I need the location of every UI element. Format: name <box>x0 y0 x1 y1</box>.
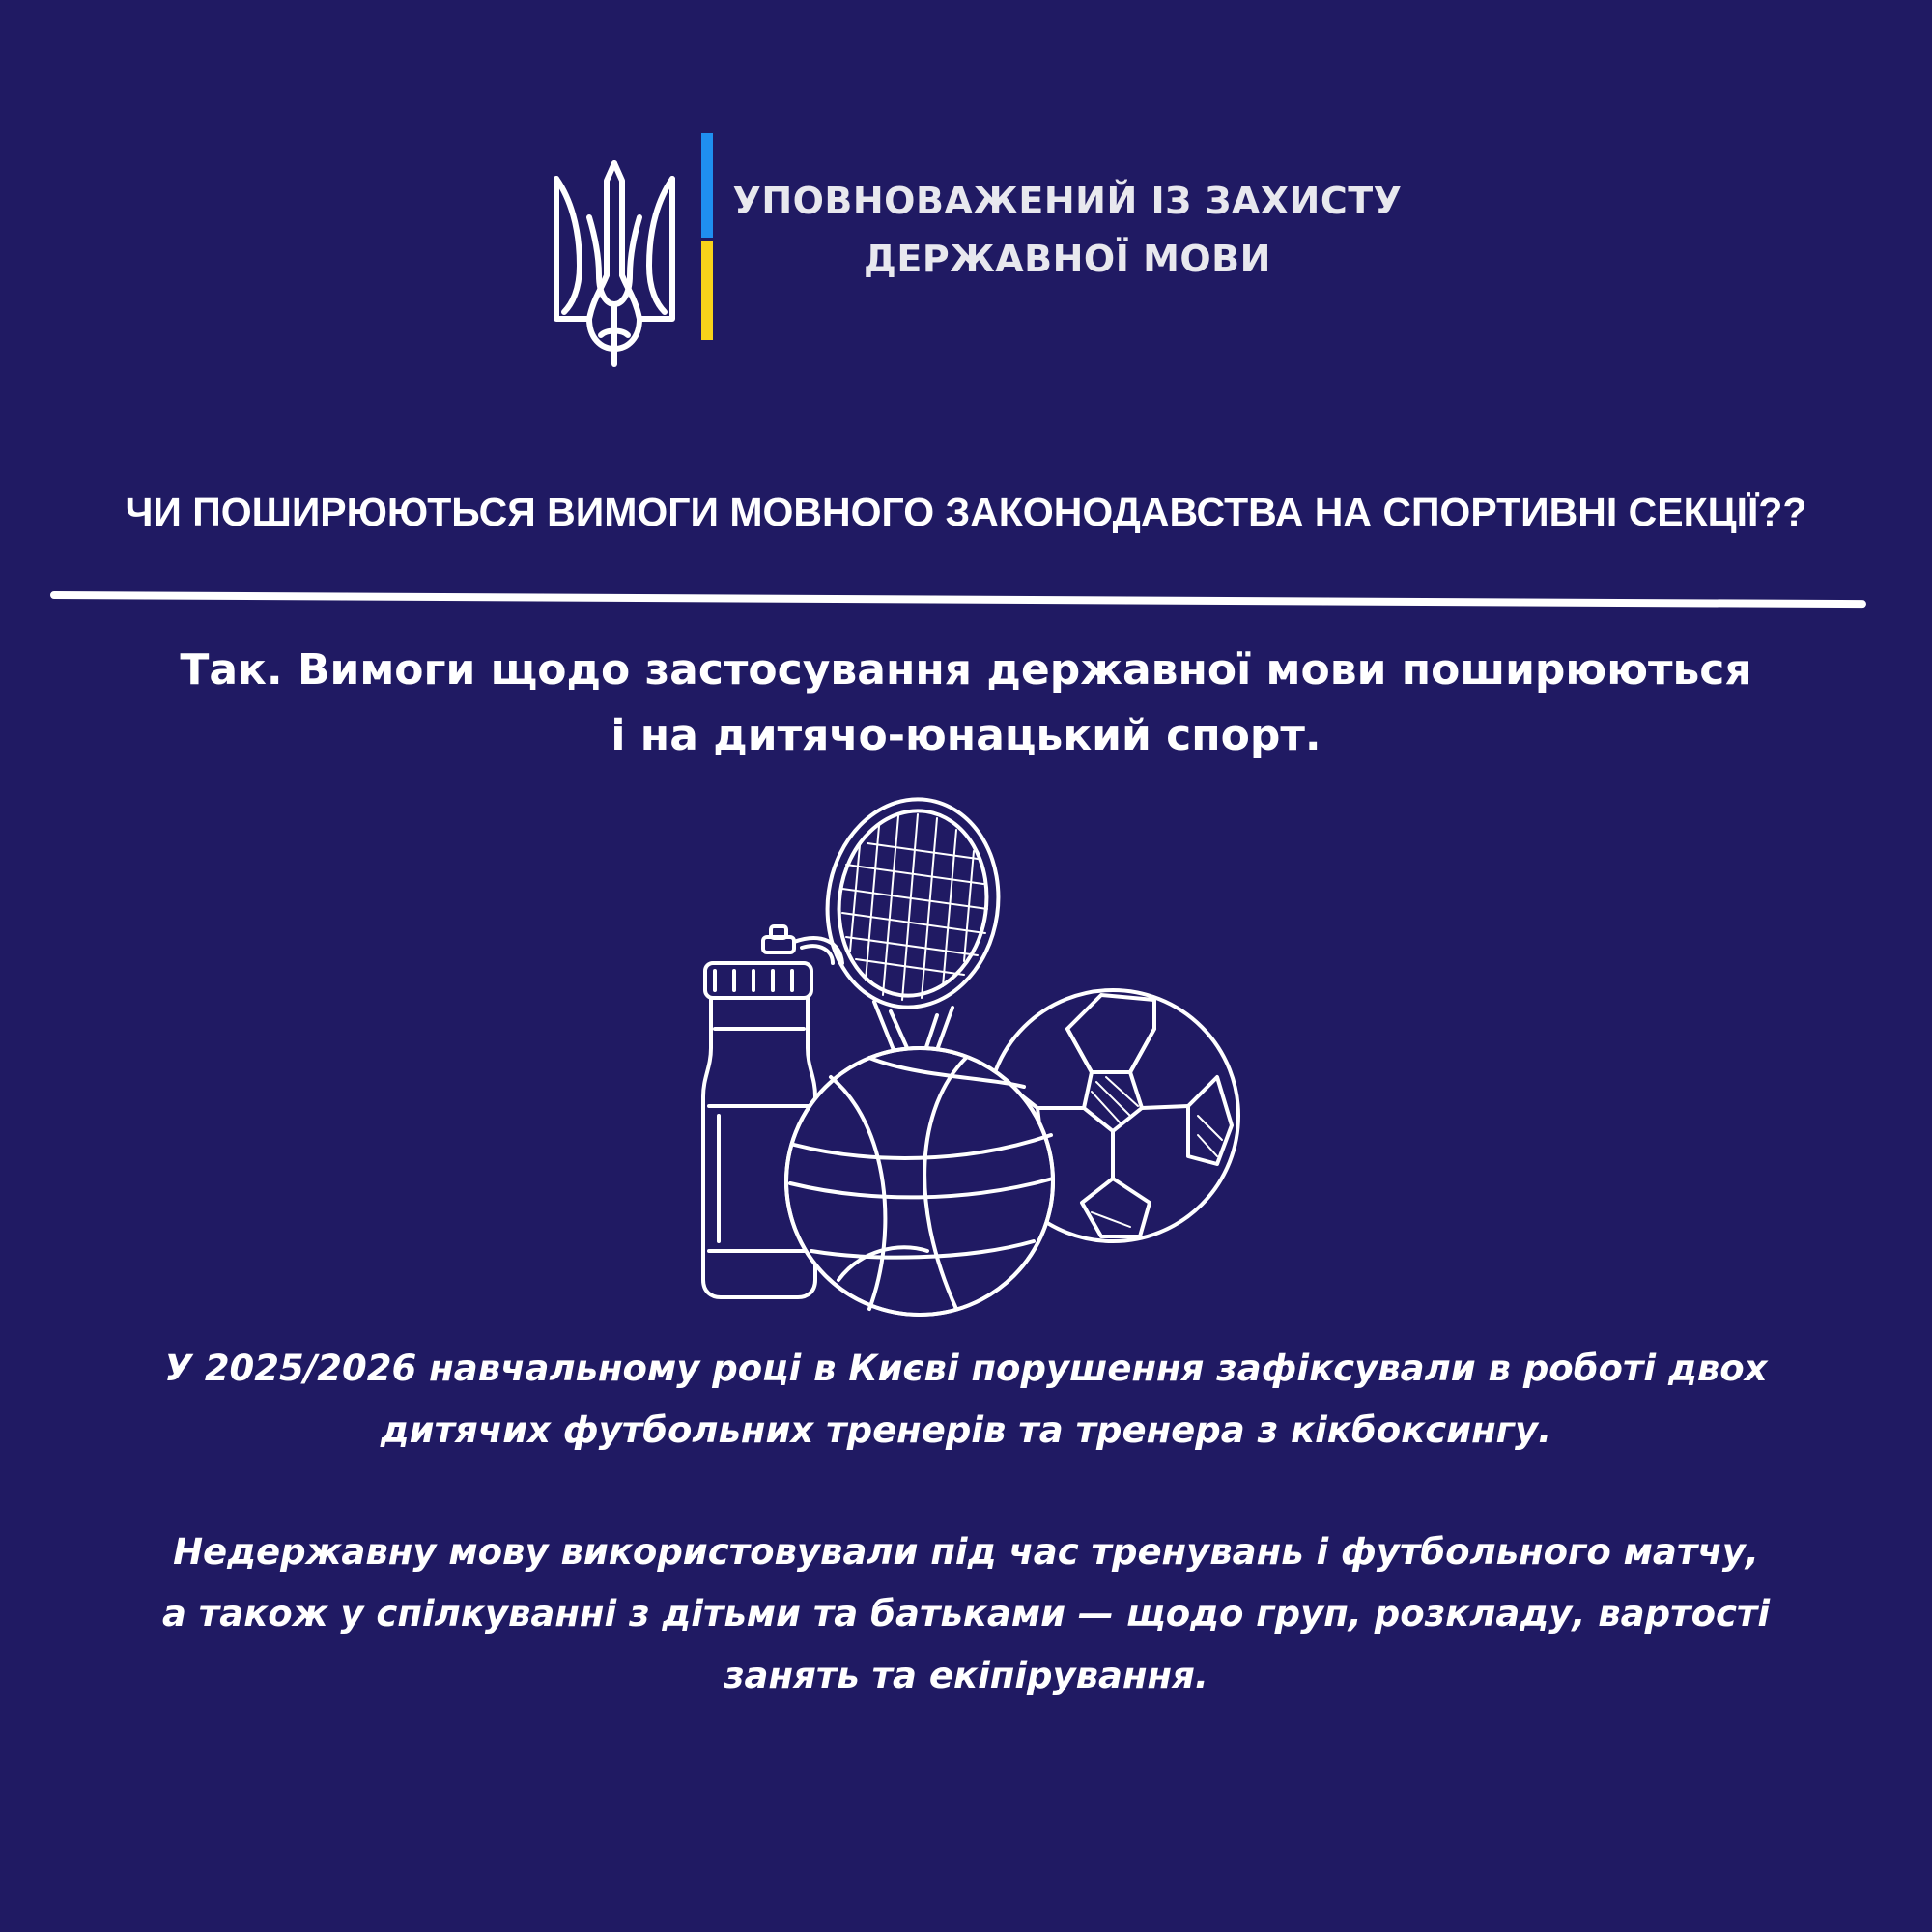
organization-name <box>729 172 1406 288</box>
answer-line2: і на дитячо-юнацький спорт. <box>611 711 1321 760</box>
facts-p1-line2: дитячих футбольних тренерів та тренера з кікбоксингу. <box>380 1409 1552 1451</box>
header-logo <box>551 126 1420 348</box>
organization-name-line2: ДЕРЖАВНОЇ МОВИ <box>864 238 1271 280</box>
flag-stripe <box>701 133 713 340</box>
basketball-icon <box>786 1048 1053 1315</box>
divider-line <box>50 591 1866 608</box>
flag-stripe-blue <box>701 133 713 238</box>
question-heading: ЧИ ПОШИРЮЮТЬСЯ ВИМОГИ МОВНОГО ЗАКОНОДАВСТВА НА СПОРТИВНІ СЕКЦІЇ?? <box>125 490 1807 534</box>
tennis-racket-icon <box>814 797 1011 1050</box>
facts-text <box>0 1338 1932 1707</box>
answer-line1: Так. Вимоги щодо застосування державної мови поширюються <box>180 645 1752 695</box>
facts-p2-line1: Недержавну мову використовували під час тренувань і футбольного матчу, <box>173 1531 1759 1573</box>
sports-equipment-illustration <box>676 797 1256 1323</box>
flag-stripe-yellow <box>701 242 713 340</box>
facts-p2-line2: а також у спілкуванні з дітьми та батьками — щодо груп, розкладу, вартості <box>161 1593 1771 1634</box>
trident-icon <box>551 159 678 367</box>
paragraph-gap <box>0 1462 1932 1521</box>
answer-text <box>0 638 1932 769</box>
facts-p1-line1: У 2025/2026 навчальному році в Києві порушення зафіксували в роботі двох <box>164 1348 1768 1389</box>
facts-p2-line3: занять та екіпірування. <box>724 1655 1208 1696</box>
organization-name-line1: УПОВНОВАЖЕНИЙ ІЗ ЗАХИСТУ <box>732 180 1403 222</box>
